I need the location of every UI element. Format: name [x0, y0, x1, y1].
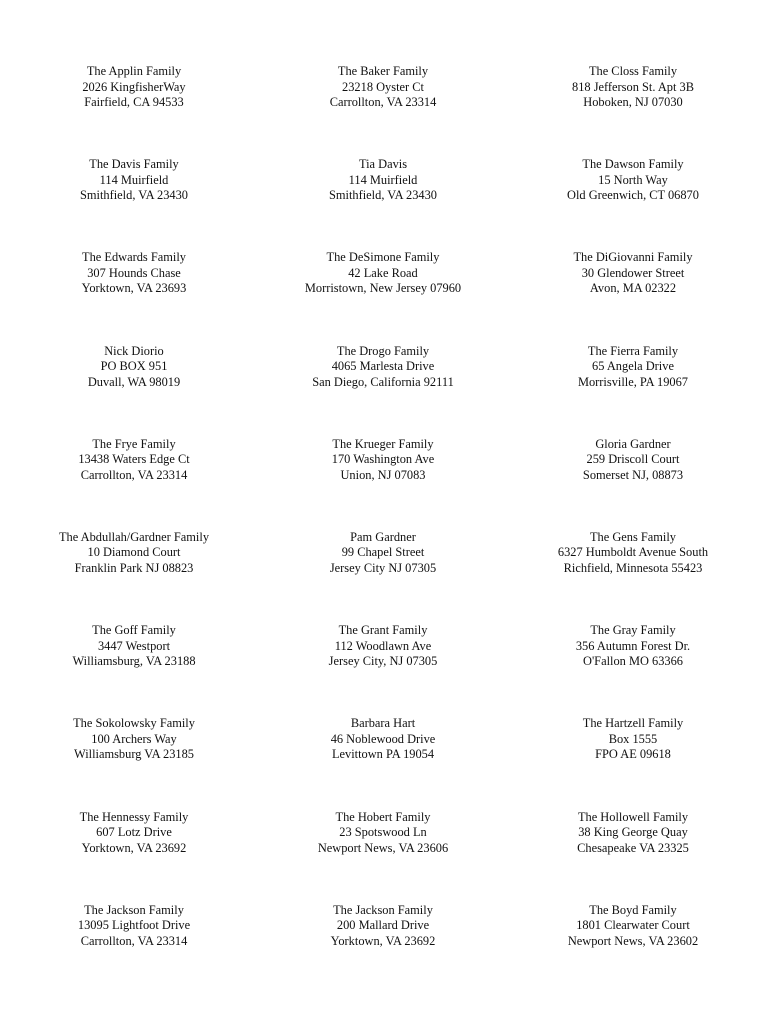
label-street: 818 Jefferson St. Apt 3B — [572, 79, 694, 94]
label-city: Richfield, Minnesota 55423 — [563, 560, 703, 575]
label-city: Jersey City NJ 07305 — [329, 560, 437, 575]
label-street: 99 Chapel Street — [341, 545, 425, 560]
address-label — [0, 64, 268, 157]
label-name: Gloria Gardner — [595, 436, 671, 451]
label-street: 2026 KingfisherWay — [82, 79, 186, 94]
label-name: The Baker Family — [337, 64, 429, 78]
label-street: 4065 Marlesta Drive — [331, 359, 435, 374]
address-label — [0, 530, 268, 623]
label-street: 13095 Lightfoot Drive — [77, 918, 191, 933]
label-street: 13438 Waters Edge Ct — [78, 452, 190, 467]
label-city: Fairfield, CA 94533 — [84, 95, 184, 109]
address-label — [268, 64, 498, 157]
label-city: Smithfield, VA 23430 — [329, 188, 437, 203]
label-city: Avon, MA 02322 — [589, 281, 677, 296]
label-name: The Frye Family — [92, 436, 176, 451]
label-name: The DeSimone Family — [326, 250, 440, 265]
address-label — [0, 903, 268, 996]
label-name: The DiGiovanni Family — [573, 250, 693, 265]
label-name: The Gens Family — [589, 529, 677, 544]
label-city: Old Greenwich, CT 06870 — [567, 188, 699, 203]
label-street: 23218 Oyster Ct — [342, 79, 424, 94]
label-city: Levittown PA 19054 — [331, 747, 435, 762]
address-label — [498, 716, 768, 809]
label-name: The Closs Family — [588, 64, 678, 78]
label-city: Carrollton, VA 23314 — [329, 95, 437, 109]
label-name: The Hobert Family — [335, 809, 431, 824]
label-city: Newport News, VA 23602 — [567, 933, 699, 948]
label-city: Duvall, WA 98019 — [87, 374, 181, 389]
label-name: The Dawson Family — [582, 157, 684, 172]
address-label — [0, 344, 268, 437]
label-city: Yorktown, VA 23692 — [81, 840, 187, 855]
label-name: The Jackson Family — [84, 902, 184, 917]
label-street: 114 Muirfield — [348, 172, 418, 187]
address-label — [268, 437, 498, 530]
label-street: 6327 Humboldt Avenue South — [557, 545, 709, 560]
label-city: Williamsburg VA 23185 — [74, 747, 194, 762]
label-city: Yorktown, VA 23693 — [81, 281, 187, 296]
label-street: 3447 Westport — [97, 638, 171, 653]
label-name: The Applin Family — [86, 64, 182, 78]
label-name: Barbara Hart — [350, 716, 416, 731]
label-name: The Jackson Family — [333, 902, 433, 917]
label-name: Pam Gardner — [350, 529, 416, 544]
label-city: Carrollton, VA 23314 — [80, 467, 188, 482]
label-street: 30 Glendower Street — [581, 265, 685, 280]
label-name: The Hartzell Family — [582, 716, 684, 731]
label-city: O'Fallon MO 63366 — [583, 654, 683, 669]
address-label — [268, 250, 498, 343]
label-street: 15 North Way — [598, 172, 668, 187]
label-city: Smithfield, VA 23430 — [80, 188, 188, 203]
label-street: 46 Noblewood Drive — [330, 731, 436, 746]
label-street: 307 Hounds Chase — [87, 265, 181, 280]
label-city: Somerset NJ, 08873 — [582, 467, 684, 482]
address-label — [0, 623, 268, 716]
label-city: Union, NJ 07083 — [340, 467, 426, 482]
label-city: Newport News, VA 23606 — [317, 840, 449, 855]
label-name: The Gray Family — [590, 623, 676, 638]
label-city: Jersey City, NJ 07305 — [328, 654, 438, 669]
label-city: FPO AE 09618 — [595, 747, 671, 762]
label-city: Hoboken, NJ 07030 — [583, 95, 683, 109]
label-name: The Hollowell Family — [577, 809, 689, 824]
address-label — [498, 810, 768, 903]
label-street: 170 Washington Ave — [331, 452, 435, 467]
label-city: Carrollton, VA 23314 — [80, 933, 188, 948]
label-name: The Boyd Family — [589, 902, 677, 917]
label-name: The Davis Family — [89, 157, 179, 172]
label-street: 23 Spotswood Ln — [339, 825, 427, 839]
label-street: 607 Lotz Drive — [96, 825, 172, 839]
label-name: The Edwards Family — [82, 250, 186, 265]
label-street: PO BOX 951 — [100, 359, 168, 374]
address-label-grid — [0, 64, 768, 996]
label-street: 356 Autumn Forest Dr. — [575, 638, 691, 653]
label-street: 100 Archers Way — [91, 731, 177, 746]
address-label — [498, 623, 768, 716]
label-street: 114 Muirfield — [99, 172, 169, 187]
address-label — [0, 157, 268, 250]
label-name: Nick Diorio — [104, 343, 164, 358]
address-label — [268, 903, 498, 996]
address-label — [498, 157, 768, 250]
label-street: Box 1555 — [608, 731, 658, 746]
label-street: 42 Lake Road — [348, 265, 418, 280]
label-name: The Hennessy Family — [79, 809, 189, 824]
label-street: 200 Mallard Drive — [336, 918, 430, 933]
label-street: 38 King George Quay — [578, 825, 688, 839]
label-name: The Abdullah/Gardner Family — [58, 529, 210, 544]
label-name: The Sokolowsky Family — [73, 716, 195, 731]
address-label — [268, 810, 498, 903]
label-street: 112 Woodlawn Ave — [334, 638, 432, 653]
label-city: Williamsburg, VA 23188 — [72, 654, 196, 669]
label-city: Yorktown, VA 23692 — [330, 933, 436, 948]
label-name: The Grant Family — [338, 623, 428, 638]
label-name: The Drogo Family — [336, 343, 430, 358]
label-city: San Diego, California 92111 — [312, 374, 454, 389]
address-label — [498, 903, 768, 996]
address-label — [498, 64, 768, 157]
address-label — [0, 716, 268, 809]
address-label — [268, 623, 498, 716]
address-label — [498, 250, 768, 343]
label-street: 10 Diamond Court — [87, 545, 181, 560]
address-label — [498, 530, 768, 623]
label-city: Franklin Park NJ 08823 — [74, 560, 194, 575]
label-street: 1801 Clearwater Court — [576, 918, 690, 933]
address-label — [0, 250, 268, 343]
address-label — [268, 157, 498, 250]
address-label — [268, 344, 498, 437]
label-city: Chesapeake VA 23325 — [577, 840, 689, 855]
label-name: The Krueger Family — [332, 436, 434, 451]
label-name: The Fierra Family — [587, 343, 679, 358]
address-label — [268, 530, 498, 623]
address-label — [0, 437, 268, 530]
label-street: 65 Angela Drive — [592, 359, 674, 374]
address-label — [268, 716, 498, 809]
address-label — [498, 437, 768, 530]
label-city: Morristown, New Jersey 07960 — [304, 281, 462, 296]
label-name: Tia Davis — [358, 157, 408, 172]
label-name: The Goff Family — [92, 623, 176, 638]
label-city: Morrisville, PA 19067 — [577, 374, 689, 389]
address-label — [0, 810, 268, 903]
label-street: 259 Driscoll Court — [586, 452, 680, 467]
address-label — [498, 344, 768, 437]
